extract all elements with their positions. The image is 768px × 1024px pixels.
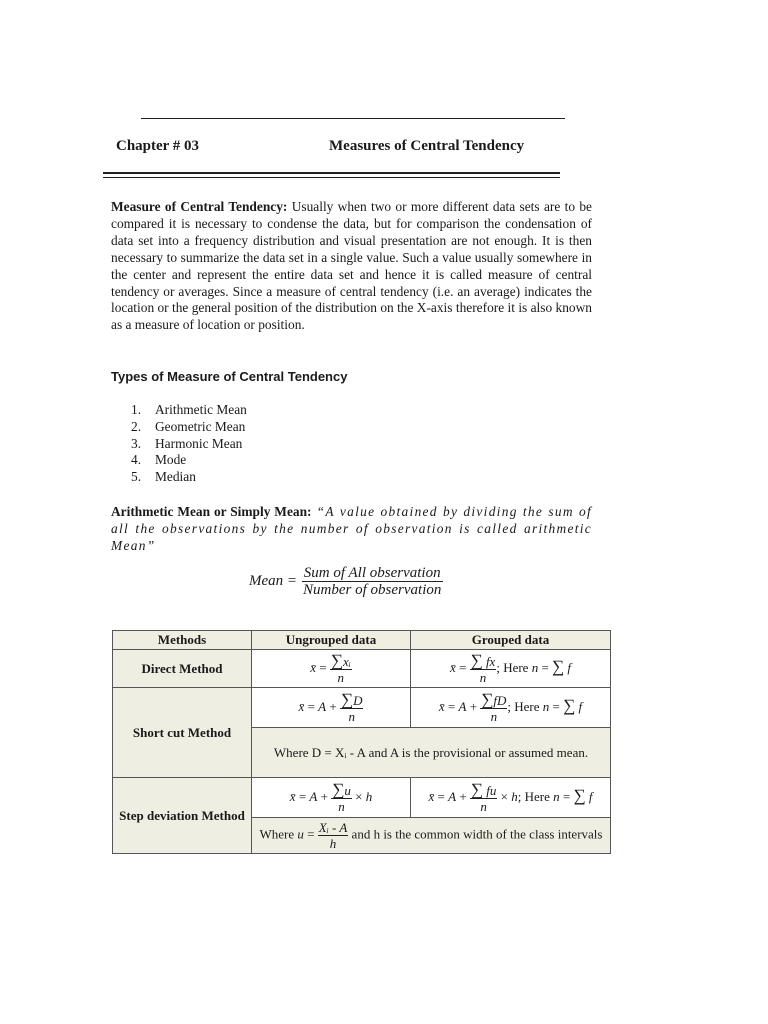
- step-ungrouped-formula: x̄ = A + $\frac{\sum u}{n}$ × h: [252, 778, 411, 818]
- types-title: Types of Measure of Central Tendency: [111, 369, 348, 384]
- table-row: [113, 688, 611, 728]
- shortcut-method-label: Short cut Method: [113, 688, 252, 778]
- header-ungrouped: Ungrouped data: [252, 631, 411, 650]
- direct-grouped-formula: x̄ = $\frac{\sum fx}{n}$ ; Here n = ∑ f: [411, 650, 611, 688]
- intro-term: Measure of Central Tendency:: [111, 199, 288, 214]
- top-rule: [141, 118, 565, 119]
- chapter-number: Chapter # 03: [116, 138, 200, 154]
- intro-paragraph: [111, 199, 592, 334]
- direct-ungrouped-formula: x̄ = $\frac{\text{∑xᵢ}}{n}$: [252, 650, 411, 688]
- formula-denominator: Number of observation: [303, 582, 442, 598]
- formula-numerator: Sum of All observation: [303, 565, 441, 581]
- step-grouped-formula: x̄ = A + $\frac{\sum fu}{n}$ × h; Here n = ∑ f: [411, 778, 611, 818]
- shortcut-grouped-formula: x̄ = A + $\frac{\sum fD}{n}$ ; Here n = ∑ f: [411, 688, 611, 728]
- direct-method-label: Direct Method: [113, 650, 252, 688]
- table-row: [113, 778, 611, 818]
- shortcut-ungrouped-formula: x̄ = A + $\frac{\sum D}{n}$: [252, 688, 411, 728]
- step-note: Where u = $\frac{\text{Xᵢ - A}}{h}$ and h is the common width of the class intervals: [252, 818, 611, 854]
- step-deviation-label: Step deviation Method: [113, 778, 252, 854]
- shortcut-note: Where D = Xᵢ - A and A is the provisional or assumed mean.: [252, 728, 611, 778]
- intro-text: Usually when two or more different data sets are to be compared it is necessary to condense the data, but for comparison the condensation of data set into a frequency distribution and visual presentation are not enough. It is then necessary to summarize the data set in a single value. Such a value usually somewhere in the center and represent the entire data set and hence it is called measure of central tendency or averages. Since a measure of central tendency (i.e. an average) indicates the location or the general position of the distribution on the X-axis therefore it is also known as a measure of location or position.: [111, 199, 592, 333]
- header-grouped: Grouped data: [411, 631, 611, 650]
- chapter-title: Measures of Central Tendency: [329, 138, 525, 154]
- table-header-row: [113, 631, 611, 650]
- arithmetic-term: Arithmetic Mean or Simply Mean:: [111, 504, 312, 519]
- formula-lhs: Mean =: [249, 573, 298, 589]
- list-item: 2. Geometric Mean: [131, 418, 246, 434]
- list-item: 3. Harmonic Mean: [131, 435, 243, 451]
- list-item: 1. Arithmetic Mean: [131, 402, 247, 417]
- table-row: [113, 650, 611, 688]
- list-item: 4. Mode: [131, 452, 187, 468]
- methods-table: [112, 630, 611, 854]
- list-item: 5. Median: [131, 469, 196, 485]
- types-list: [131, 402, 247, 486]
- arithmetic-definition: [111, 503, 592, 554]
- header-rule-thin: [103, 177, 560, 178]
- header-methods: Methods: [113, 631, 252, 650]
- header-rule-thick: [103, 172, 560, 174]
- arithmetic-quote: “A value obtained by dividing the sum of all the observations by the number of observation is called arithmetic Mean”: [111, 504, 593, 553]
- mean-formula: [249, 565, 443, 598]
